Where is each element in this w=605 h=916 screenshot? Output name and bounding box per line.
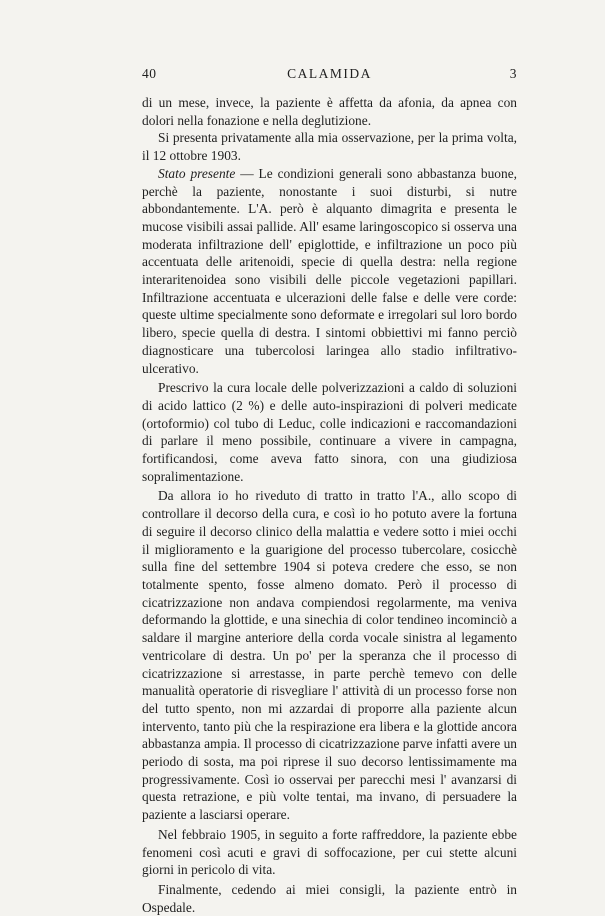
signature-mark: 3: [509, 66, 517, 81]
paragraph: [142, 379, 517, 485]
page-number: 40: [142, 66, 157, 81]
paragraph-text: di un mese, invece, la paziente è affetta da afonia, da apnea con dolori nella fonazione e nella deglutizione.: [142, 95, 517, 128]
paragraph: [142, 487, 517, 823]
running-title: CALAMIDA: [287, 66, 372, 81]
paragraph: [142, 165, 517, 377]
paragraph-text: Da allora io ho riveduto di tratto in tratto l'A., allo scopo di controllare il decorso della cura, e così io ho potuto avere la fortuna di seguire il decorso clinico della malattia e vedere sotto i miei occhi il miglioramento e la guarigione del processo tubercolare, cosicchè sulla fine del settembre 1904 si poteva credere che esso, se non totalmente spento, fosse almeno domato. Però il processo di cicatrizzazione non andava compiendosi regolarmente, ma veniva deformando la glottide, e una sinechia di color tendineo incominciò a saldare il margine anteriore della corda vocale sinistra al legamento ventricolare di destra. Un po' per la speranza che il processo di cicatrizzazione si arrestasse, in parte perchè temevo con delle manualità operatorie di risvegliare l' attività di un processo forse non del tutto spento, non mi azzardai di proporre alla paziente alcun intervento, tanto più che la respirazione era libera e la glottide ancora abbastanza ampia. Il processo di cicatrizzazione parve infatti avere un periodo di sosta, ma poi riprese il suo decorso lentissimamente ma progressivamente. Così io osservai per parecchi mesi l' avanzarsi di questa retrazione, e più volte tentai, ma invano, di persuadere la paziente a lasciarsi operare.: [142, 488, 517, 823]
paragraph-text: Nel febbraio 1905, in seguito a forte raffreddore, la paziente ebbe fenomeni così acuti e gravi di soffocazione, per cui stette alcuni giorni in pericolo di vita.: [142, 826, 517, 878]
paragraph: [142, 881, 517, 916]
paragraph: [142, 826, 517, 879]
paragraph: [142, 129, 517, 164]
paragraph: [142, 94, 517, 129]
paragraph-text: Si presenta privatamente alla mia osservazione, per la prima volta, il 12 ottobre 1903.: [142, 130, 517, 164]
page-header: [142, 66, 517, 84]
body-text: [142, 94, 517, 916]
paragraph-italic-lead: Stato presente: [158, 165, 236, 181]
paragraph-text: — Le condizioni generali sono abbastanza buone, perchè la paziente, nonostante i suoi disturbi, si nutre abbondantemente. L'A. però è alquanto dimagrita e presenta le mucose visibili assai pallide. All' esame laringoscopico si osserva una moderata infiltrazione dell' epiglottide, e infiltrazione un poco più accentuata delle aritenoidi, specie di quella destra: nella regione interaritenoidea sono visibili delle piccole vegetazioni papillari. Infiltrazione accentuata e ulcerazioni delle false e delle vere corde: queste ultime specialmente sono deformate e irregolari sul loro bordo libero, specie quella di destra. I sintomi obbiettivi mi fanno perciò diagnosticare una tubercolosi laringea allo stadio infiltrativo-ulcerativo.: [142, 165, 517, 376]
paragraph-text: Prescrivo la cura locale delle polverizzazioni a caldo di soluzioni di acido lattico (2 %) e delle auto-inspirazioni di polveri medicate (ortoformio) col tubo di Leduc, colle indicazioni e raccomandazioni di parlare il meno possibile, continuare a vivere in campagna, fortificandosi, come aveva fatto sinora, con una giudiziosa sopralimentazione.: [142, 380, 517, 484]
paragraph-text: Finalmente, cedendo ai miei consigli, la paziente entrò in Ospedale.: [142, 881, 517, 915]
